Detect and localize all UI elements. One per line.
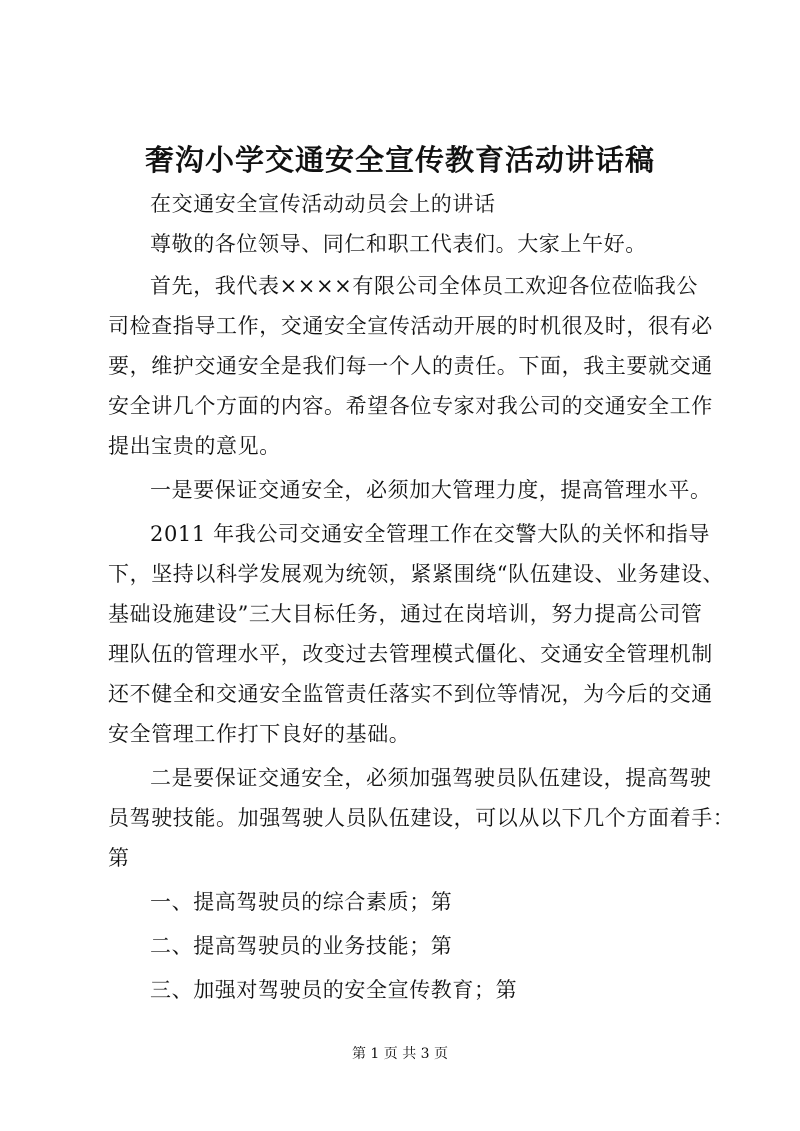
paragraph-line: 下，坚持以科学发展观为统领，紧紧围绕“队伍建设、业务建设、	[108, 562, 725, 586]
paragraph-line: 安全管理工作打下良好的基础。	[108, 722, 411, 746]
greeting-line: 尊敬的各位领导、同仁和职工代表们。大家上午好。	[150, 232, 647, 256]
paragraph-line: 第	[108, 846, 130, 870]
paragraph-line: 安全讲几个方面的内容。希望各位专家对我公司的交通安全工作	[108, 394, 713, 418]
paragraph-line: 提出宝贵的意见。	[108, 434, 281, 458]
paragraph-line: 2011 年我公司交通安全管理工作在交警大队的关怀和指导	[150, 522, 710, 546]
paragraph-line: 理队伍的管理水平，改变过去管理模式僵化、交通安全管理机制	[108, 642, 713, 666]
paragraph-line: 要，维护交通安全是我们每一个人的责任。下面，我主要就交通	[108, 354, 713, 378]
section-heading-line: 二是要保证交通安全，必须加强驾驶员队伍建设，提高驾驶	[150, 766, 712, 790]
section-heading-line: 一是要保证交通安全，必须加大管理力度，提高管理水平。	[150, 478, 712, 502]
paragraph-line: 首先，我代表××××有限公司全体员工欢迎各位莅临我公	[150, 274, 698, 298]
subtitle-line: 在交通安全宣传活动动员会上的讲话	[150, 192, 496, 216]
paragraph-line: 司检查指导工作，交通安全宣传活动开展的时机很及时，很有必	[108, 314, 713, 338]
page-footer: 第 1 页 共 3 页	[351, 1046, 449, 1062]
document-title: 奢沟小学交通安全宣传教育活动讲话稿	[144, 143, 655, 177]
paragraph-line: 还不健全和交通安全监管责任落实不到位等情况，为今后的交通	[108, 682, 713, 706]
list-item: 三、加强对驾驶员的安全宣传教育；第	[150, 978, 518, 1002]
list-item: 二、提高驾驶员的业务技能；第	[150, 934, 453, 958]
paragraph-line: 员驾驶技能。加强驾驶人员队伍建设，可以从以下几个方面着手：	[108, 806, 735, 830]
paragraph-line: 基础设施建设”三大目标任务，通过在岗培训，努力提高公司管	[108, 602, 703, 626]
list-item: 一、提高驾驶员的综合素质；第	[150, 890, 453, 914]
